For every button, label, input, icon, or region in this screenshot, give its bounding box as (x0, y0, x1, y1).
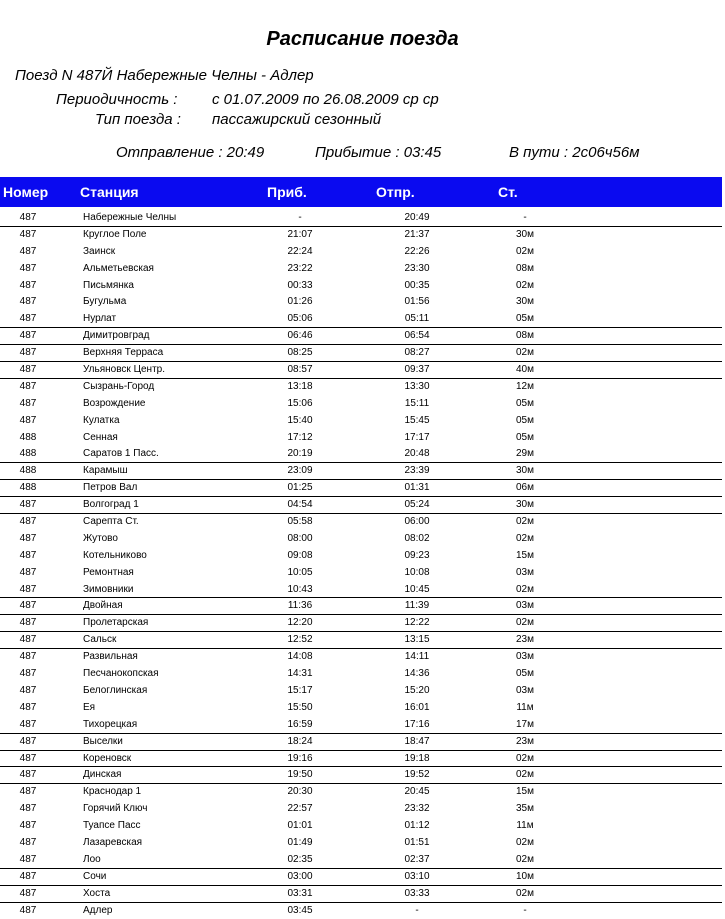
departure-cell: 10:08 (404, 566, 430, 578)
departure-cell: 08:27 (404, 347, 430, 359)
departure-cell: 20:48 (404, 448, 430, 460)
stop-duration-cell: 17м (516, 718, 534, 730)
table-row (0, 311, 722, 328)
train-number-cell: 487 (19, 803, 37, 815)
departure-cell: 19:18 (404, 752, 430, 764)
column-header-arrival: Приб. (267, 184, 307, 200)
table-row (0, 615, 722, 632)
table-row (0, 548, 722, 565)
table-row (0, 413, 722, 430)
periodicity-value: с 01.07.2009 по 26.08.2009 ср ср (212, 91, 439, 108)
train-number-cell: 487 (19, 228, 37, 240)
departure-cell: 18:47 (404, 735, 430, 747)
arrival-cell: 09:08 (287, 549, 313, 561)
column-header-station: Станция (80, 184, 139, 200)
table-row (0, 480, 722, 497)
departure-cell: 05:11 (404, 313, 430, 325)
table-row (0, 683, 722, 700)
station-cell: Заинск (83, 245, 116, 257)
stop-duration-cell: 08м (516, 330, 534, 342)
station-cell: Хоста (83, 887, 111, 899)
station-cell: Петров Вал (83, 482, 138, 494)
train-number-cell: 487 (19, 853, 37, 865)
station-cell: Песчанокопская (83, 668, 159, 680)
departure-cell: 14:36 (404, 668, 430, 680)
stop-duration-cell: - (523, 212, 527, 223)
departure-cell: 23:32 (404, 803, 430, 815)
station-cell: Сальск (83, 634, 117, 646)
departure-cell: 21:37 (404, 228, 430, 240)
column-header-stop: Ст. (498, 184, 518, 200)
arrival-cell: 20:19 (287, 448, 313, 460)
table-row (0, 210, 722, 227)
station-cell: Сарепта Ст. (83, 516, 139, 528)
stop-duration-cell: 15м (516, 786, 534, 798)
arrival-cell: 10:05 (287, 566, 313, 578)
stop-duration-cell: 40м (516, 364, 534, 376)
stop-duration-cell: 02м (516, 279, 534, 291)
arrival-cell: 03:00 (287, 870, 313, 882)
stop-duration-cell: 02м (516, 516, 534, 528)
arrival-cell: 21:07 (287, 228, 313, 240)
stop-duration-cell: - (523, 904, 527, 916)
arrival-cell: 08:00 (287, 532, 313, 544)
train-number-cell: 488 (19, 431, 37, 443)
stop-duration-cell: 02м (516, 245, 534, 257)
departure-cell: 08:02 (404, 532, 430, 544)
departure-cell: 01:31 (404, 482, 430, 494)
departure-cell: 06:00 (404, 516, 430, 528)
train-number-cell: 487 (19, 245, 37, 257)
train-number-cell: 487 (19, 279, 37, 291)
station-cell: Возрождение (83, 397, 146, 409)
table-row (0, 362, 722, 379)
arrival-cell: 14:31 (287, 668, 313, 680)
arrival-cell: 17:12 (287, 431, 313, 443)
arrival-cell: 22:24 (287, 245, 313, 257)
stop-duration-cell: 15м (516, 549, 534, 561)
train-number-cell: 487 (19, 364, 37, 376)
station-cell: Горячий Ключ (83, 803, 148, 815)
train-number-cell: 487 (19, 397, 37, 409)
arrival-cell: 06:46 (287, 330, 313, 342)
stop-duration-cell: 11м (516, 820, 534, 832)
arrival-cell: 20:30 (287, 786, 313, 798)
arrival-cell: 01:01 (287, 820, 313, 832)
arrival-cell: 12:20 (287, 617, 313, 629)
train-number-cell: 487 (19, 532, 37, 544)
arrival-cell: 23:22 (287, 262, 313, 274)
stop-duration-cell: 05м (516, 313, 534, 325)
departure-cell: 15:20 (404, 684, 430, 696)
train-number-cell: 487 (19, 769, 37, 781)
arrival-cell: 15:40 (287, 414, 313, 426)
table-row (0, 903, 722, 919)
station-cell: Набережные Челны (83, 212, 177, 223)
arrival-cell: 05:06 (287, 313, 313, 325)
arrival-cell: 11:36 (287, 600, 313, 612)
station-cell: Пролетарская (83, 617, 149, 629)
table-row (0, 818, 722, 835)
arrival-cell: 22:57 (287, 803, 313, 815)
train-number-cell: 487 (19, 380, 37, 392)
departure-cell: 00:35 (404, 279, 430, 291)
train-number-cell: 488 (19, 448, 37, 460)
table-row (0, 801, 722, 818)
train-number-cell: 487 (19, 516, 37, 528)
station-cell: Тихорецкая (83, 718, 138, 730)
station-cell: Сенная (83, 431, 118, 443)
train-number-cell: 487 (19, 820, 37, 832)
station-cell: Двойная (83, 600, 123, 612)
train-number-cell: 487 (19, 617, 37, 629)
train-number-cell: 487 (19, 870, 37, 882)
station-cell: Жутово (83, 532, 118, 544)
departure-cell: 17:17 (404, 431, 430, 443)
table-row (0, 227, 722, 244)
table-row (0, 700, 722, 717)
station-cell: Круглое Поле (83, 228, 147, 240)
arrival-cell: 14:08 (287, 651, 313, 663)
train-number-cell: 487 (19, 668, 37, 680)
table-row (0, 430, 722, 447)
table-header (0, 177, 722, 207)
departure-cell: 23:30 (404, 262, 430, 274)
train-number-cell: 487 (19, 786, 37, 798)
train-number-cell: 487 (19, 634, 37, 646)
duration-summary: В пути : 2с06ч56м (509, 144, 640, 161)
departure-cell: 05:24 (404, 499, 430, 511)
train-number-cell: 487 (19, 313, 37, 325)
departure-cell: 02:37 (404, 853, 430, 865)
stop-duration-cell: 05м (516, 414, 534, 426)
arrival-cell: 23:09 (287, 465, 313, 477)
departure-cell: 10:45 (404, 583, 430, 595)
departure-cell: 19:52 (404, 769, 430, 781)
train-number-cell: 487 (19, 212, 37, 223)
stop-duration-cell: 11м (516, 701, 534, 713)
train-number-cell: 487 (19, 701, 37, 713)
table-row (0, 514, 722, 531)
arrival-cell: 15:06 (287, 397, 313, 409)
arrival-cell: 05:58 (287, 516, 313, 528)
train-number-cell: 487 (19, 583, 37, 595)
table-row (0, 565, 722, 582)
arrival-cell: 08:25 (287, 347, 313, 359)
arrival-cell: 16:59 (287, 718, 313, 730)
stop-duration-cell: 29м (516, 448, 534, 460)
table-row (0, 835, 722, 852)
station-cell: Кулатка (83, 414, 120, 426)
departure-cell: 23:39 (404, 465, 430, 477)
arrival-cell: 03:31 (287, 887, 313, 899)
stop-duration-cell: 30м (516, 465, 534, 477)
train-type-label: Тип поезда : (95, 111, 181, 128)
train-number-cell: 487 (19, 684, 37, 696)
departure-cell: 22:26 (404, 245, 430, 257)
departure-cell: 20:45 (404, 786, 430, 798)
arrival-cell: 12:52 (287, 634, 313, 646)
departure-cell: 09:23 (404, 549, 430, 561)
column-header-number: Номер (3, 184, 49, 200)
train-number-cell: 487 (19, 347, 37, 359)
arrival-cell: 18:24 (287, 735, 313, 747)
stop-duration-cell: 08м (516, 262, 534, 274)
table-row (0, 379, 722, 396)
station-cell: Котельниково (83, 549, 147, 561)
departure-cell: 15:45 (404, 414, 430, 426)
table-row (0, 886, 722, 903)
departure-cell: 13:30 (404, 380, 430, 392)
stop-duration-cell: 03м (516, 684, 534, 696)
station-cell: Лазаревская (83, 836, 143, 848)
stop-duration-cell: 30м (516, 499, 534, 511)
stop-duration-cell: 02м (516, 752, 534, 764)
table-row (0, 784, 722, 801)
station-cell: Бугульма (83, 296, 127, 308)
stop-duration-cell: 02м (516, 583, 534, 595)
departure-cell: 13:15 (404, 634, 430, 646)
arrival-cell: - (298, 212, 302, 223)
stop-duration-cell: 23м (516, 634, 534, 646)
table-row (0, 767, 722, 784)
station-cell: Белоглинская (83, 684, 148, 696)
train-number-cell: 487 (19, 718, 37, 730)
table-row (0, 531, 722, 548)
stop-duration-cell: 02м (516, 887, 534, 899)
table-row (0, 734, 722, 751)
train-number-cell: 487 (19, 651, 37, 663)
departure-summary: Отправление : 20:49 (116, 144, 265, 161)
stop-duration-cell: 30м (516, 228, 534, 240)
station-cell: Лоо (83, 853, 101, 865)
station-cell: Саратов 1 Пасс. (83, 448, 159, 460)
station-cell: Волгоград 1 (83, 499, 139, 511)
arrival-cell: 13:18 (287, 380, 313, 392)
stop-duration-cell: 02м (516, 532, 534, 544)
station-cell: Карамыш (83, 465, 128, 477)
stop-duration-cell: 23м (516, 735, 534, 747)
departure-cell: 03:33 (404, 887, 430, 899)
stop-duration-cell: 02м (516, 347, 534, 359)
stop-duration-cell: 05м (516, 431, 534, 443)
stop-duration-cell: 03м (516, 600, 534, 612)
table-row (0, 582, 722, 599)
arrival-cell: 01:26 (287, 296, 313, 308)
train-number-cell: 487 (19, 330, 37, 342)
departure-cell: 01:51 (404, 836, 430, 848)
stop-duration-cell: 12м (516, 380, 534, 392)
station-cell: Димитровград (83, 330, 150, 342)
arrival-cell: 10:43 (287, 583, 313, 595)
train-number-cell: 488 (19, 465, 37, 477)
stop-duration-cell: 06м (516, 482, 534, 494)
train-number-cell: 487 (19, 296, 37, 308)
table-row (0, 328, 722, 345)
table-row (0, 294, 722, 311)
departure-cell: 01:12 (404, 820, 430, 832)
table-row (0, 751, 722, 768)
arrival-cell: 19:16 (287, 752, 313, 764)
schedule-table (0, 210, 722, 919)
station-cell: Сызрань-Город (83, 380, 155, 392)
train-number-cell: 488 (19, 482, 37, 494)
stop-duration-cell: 30м (516, 296, 534, 308)
stop-duration-cell: 03м (516, 566, 534, 578)
departure-cell: 16:01 (404, 701, 430, 713)
arrival-cell: 00:33 (287, 279, 313, 291)
page-title: Расписание поезда (266, 28, 459, 50)
table-row (0, 244, 722, 261)
train-number-cell: 487 (19, 262, 37, 274)
station-cell: Сочи (83, 870, 107, 882)
table-row (0, 666, 722, 683)
station-cell: Ульяновск Центр. (83, 364, 165, 376)
arrival-cell: 03:45 (287, 904, 313, 916)
stop-duration-cell: 05м (516, 397, 534, 409)
arrival-cell: 04:54 (287, 499, 313, 511)
table-row (0, 869, 722, 886)
station-cell: Развильная (83, 651, 138, 663)
station-cell: Ея (83, 701, 96, 713)
arrival-cell: 15:50 (287, 701, 313, 713)
station-cell: Письмянка (83, 279, 134, 291)
table-row (0, 278, 722, 295)
train-type-value: пассажирский сезонный (212, 111, 382, 128)
train-number-cell: 487 (19, 887, 37, 899)
train-number-cell: 487 (19, 752, 37, 764)
stop-duration-cell: 10м (516, 870, 534, 882)
station-cell: Верхняя Терраса (83, 347, 164, 359)
arrival-cell: 15:17 (287, 684, 313, 696)
station-cell: Зимовники (83, 583, 134, 595)
station-cell: Выселки (83, 735, 123, 747)
train-line: Поезд N 487Й Набережные Челны - Адлер (15, 67, 314, 84)
departure-cell: - (415, 904, 419, 916)
arrival-cell: 08:57 (287, 364, 313, 376)
table-row (0, 345, 722, 362)
stop-duration-cell: 02м (516, 769, 534, 781)
stop-duration-cell: 35м (516, 803, 534, 815)
station-cell: Динская (83, 769, 122, 781)
departure-cell: 15:11 (404, 397, 430, 409)
departure-cell: 20:49 (404, 212, 430, 223)
table-row (0, 463, 722, 480)
stop-duration-cell: 02м (516, 836, 534, 848)
train-number-cell: 487 (19, 836, 37, 848)
station-cell: Альметьевская (83, 262, 154, 274)
station-cell: Кореновск (83, 752, 132, 764)
departure-cell: 06:54 (404, 330, 430, 342)
table-row (0, 261, 722, 278)
periodicity-label: Периодичность : (56, 91, 178, 108)
train-number-cell: 487 (19, 600, 37, 612)
train-number-cell: 487 (19, 414, 37, 426)
station-cell: Туапсе Пасс (83, 820, 141, 832)
arrival-summary: Прибытие : 03:45 (315, 144, 442, 161)
station-cell: Нурлат (83, 313, 117, 325)
arrival-cell: 01:49 (287, 836, 313, 848)
train-number-cell: 487 (19, 566, 37, 578)
station-cell: Краснодар 1 (83, 786, 142, 798)
table-row (0, 396, 722, 413)
departure-cell: 14:11 (404, 651, 430, 663)
departure-cell: 11:39 (404, 600, 430, 612)
train-number-cell: 487 (19, 735, 37, 747)
table-row (0, 497, 722, 514)
train-number-cell: 487 (19, 904, 37, 916)
table-row (0, 649, 722, 666)
train-number-cell: 487 (19, 549, 37, 561)
column-header-departure: Отпр. (376, 184, 415, 200)
stop-duration-cell: 02м (516, 853, 534, 865)
arrival-cell: 01:25 (287, 482, 313, 494)
departure-cell: 09:37 (404, 364, 430, 376)
arrival-cell: 19:50 (287, 769, 313, 781)
station-cell: Адлер (83, 904, 113, 916)
table-row (0, 717, 722, 734)
table-row (0, 598, 722, 615)
stop-duration-cell: 03м (516, 651, 534, 663)
train-number-cell: 487 (19, 499, 37, 511)
table-row (0, 632, 722, 649)
table-row (0, 852, 722, 869)
departure-cell: 01:56 (404, 296, 430, 308)
departure-cell: 03:10 (404, 870, 430, 882)
table-row (0, 446, 722, 463)
station-cell: Ремонтная (83, 566, 134, 578)
departure-cell: 17:16 (404, 718, 430, 730)
departure-cell: 12:22 (404, 617, 430, 629)
stop-duration-cell: 05м (516, 668, 534, 680)
arrival-cell: 02:35 (287, 853, 313, 865)
stop-duration-cell: 02м (516, 617, 534, 629)
